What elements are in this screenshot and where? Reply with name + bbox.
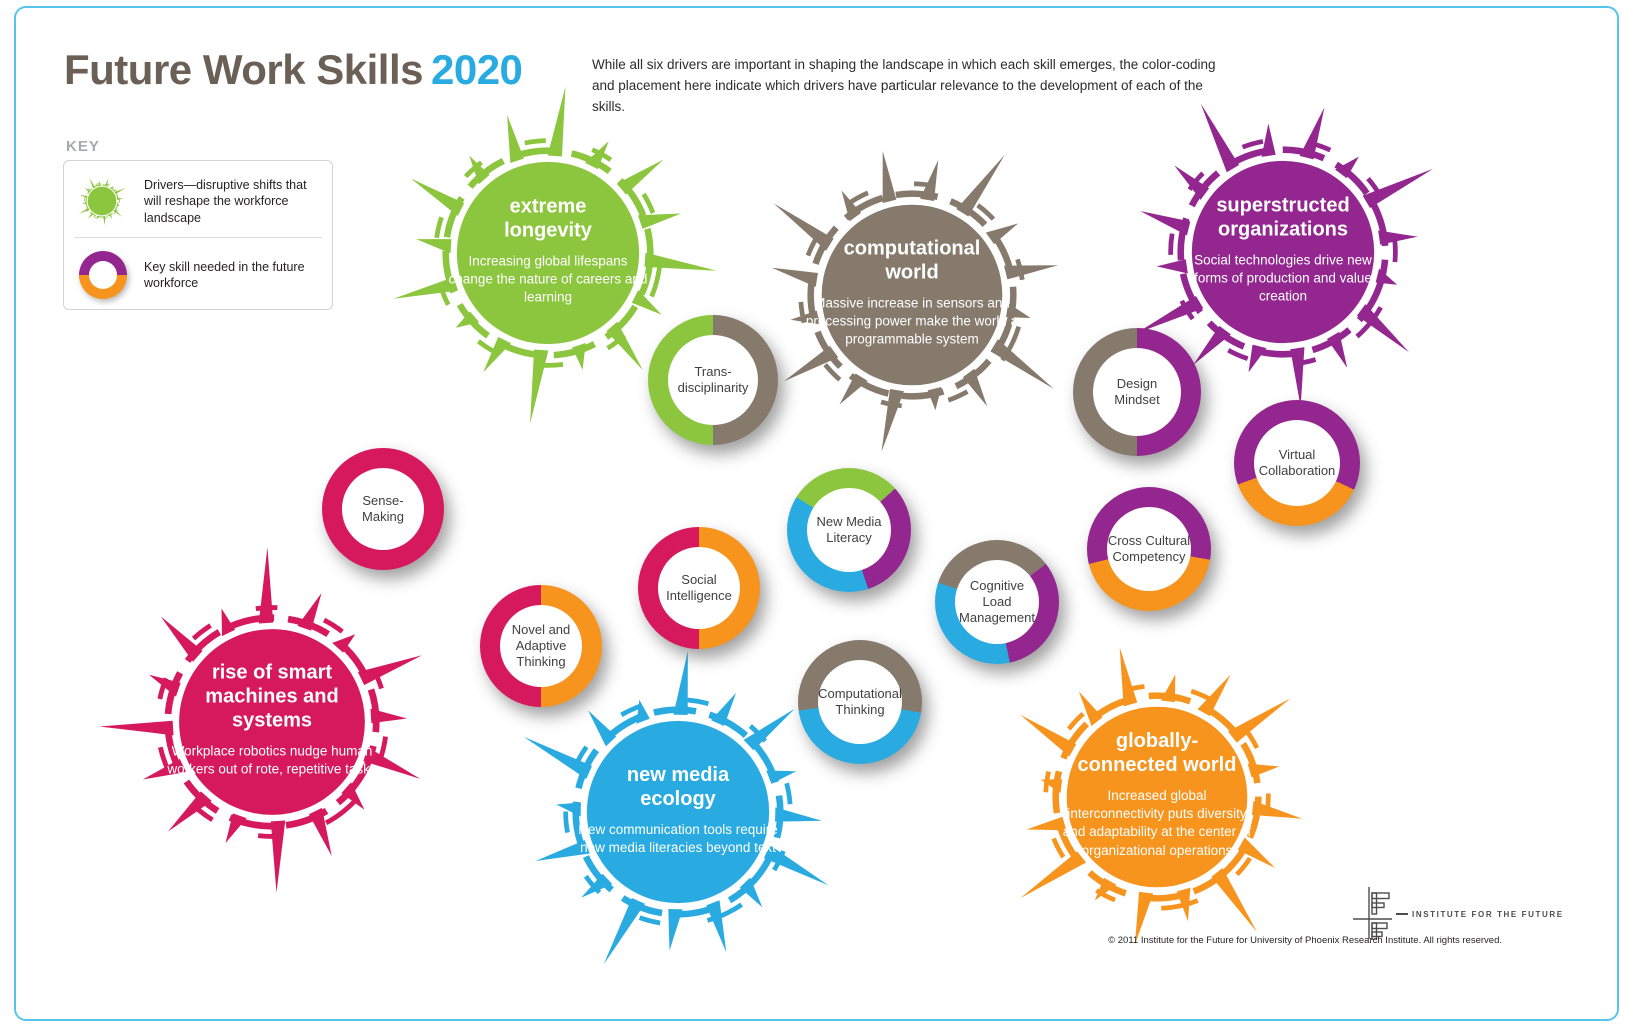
skill-label: Design Mindset	[1114, 375, 1160, 407]
key-heading: KEY	[66, 138, 100, 155]
driver-globally-connected-world	[977, 617, 1337, 977]
skill-cognitive-load-management	[935, 540, 1059, 664]
page-title-year: 2020	[430, 46, 523, 93]
driver-description: Increasing global lifespans change the nature of careers and learning	[448, 253, 648, 305]
skill-label: Trans-disciplinarity	[677, 363, 749, 395]
key-skill-label: Key skill needed in the future workforce	[144, 260, 305, 291]
skill-label: Cross Cultural Competency	[1107, 532, 1191, 564]
driver-description: Increased global interconnectivity puts diversity and adaptability at the center of organizational operations	[1062, 787, 1252, 858]
driver-description: New communication tools require new media literacies beyond text	[578, 821, 778, 856]
driver-computational-world	[732, 115, 1092, 475]
driver-rise-of-smart-machines-and-systems	[92, 542, 452, 902]
skill-ring	[648, 315, 778, 445]
driver-title: extreme longevity	[504, 195, 592, 242]
skill-ring	[787, 468, 911, 592]
skill-label: Cognitive Load Management	[959, 577, 1035, 626]
skill-legend-icon	[79, 251, 127, 299]
key-driver-label: Drivers—disruptive shifts that will reshape the workforce landscape	[144, 178, 307, 225]
driver-title: rise of smart machines and systems	[205, 661, 339, 732]
skill-ring	[1073, 328, 1201, 456]
driver-title: globally-connected world	[1077, 729, 1237, 776]
skill-sense-making	[322, 448, 444, 570]
skill-ring	[480, 585, 602, 707]
skill-label: New Media Literacy	[816, 513, 882, 545]
skill-novel-and-adaptive-thinking	[480, 585, 602, 707]
driver-description: Social technologies drive new forms of production and value creation	[1194, 252, 1372, 304]
skill-trans-disciplinarity	[648, 315, 778, 445]
driver-title: computational world	[843, 237, 981, 284]
skill-label: Novel and Adaptive Thinking	[511, 621, 571, 670]
driver-description: Workplace robotics nudge human workers out of rote, repetitive tasks	[167, 743, 377, 777]
skill-ring	[638, 527, 760, 649]
driver-title: new media ecology	[626, 763, 730, 810]
driver-legend-icon	[72, 171, 132, 231]
skill-ring	[935, 540, 1059, 664]
skill-virtual-collaboration	[1234, 400, 1360, 526]
key-legend-box	[63, 160, 333, 310]
driver-title: superstructed organizations	[1216, 194, 1350, 241]
page-title-main: Future Work Skills	[64, 46, 423, 93]
skill-ring	[1234, 400, 1360, 526]
skill-ring	[322, 448, 444, 570]
iftf-logo-icon	[1352, 886, 1402, 940]
skill-label: Sense-Making	[362, 492, 404, 524]
skill-computational-thinking	[798, 640, 922, 764]
driver-description: Massive increase in sensors and processing power make the world a programmable system	[805, 295, 1019, 347]
skill-label: Virtual Collaboration	[1258, 446, 1336, 478]
skill-ring	[1087, 487, 1211, 611]
logo-rule	[1396, 913, 1408, 915]
skill-label: Computational Thinking	[818, 685, 902, 717]
skill-ring	[798, 640, 922, 764]
skill-cross-cultural-competency	[1087, 487, 1211, 611]
skill-social-intelligence	[638, 527, 760, 649]
page-subtitle: While all six drivers are important in shaping the landscape in which each skill emerges, the color-coding and placement here indicate which drivers have particular relevance to the development of each of the skills.	[592, 57, 1216, 114]
skill-new-media-literacy	[787, 468, 911, 592]
skill-label: Social Intelligence	[666, 571, 732, 603]
key-divider	[74, 237, 322, 238]
skill-design-mindset	[1073, 328, 1201, 456]
copyright-text: © 2011 Institute for the Future for University of Phoenix Research Institute. All rights reserved.	[1108, 935, 1502, 946]
iftf-logo-text: INSTITUTE FOR THE FUTURE	[1412, 910, 1564, 919]
